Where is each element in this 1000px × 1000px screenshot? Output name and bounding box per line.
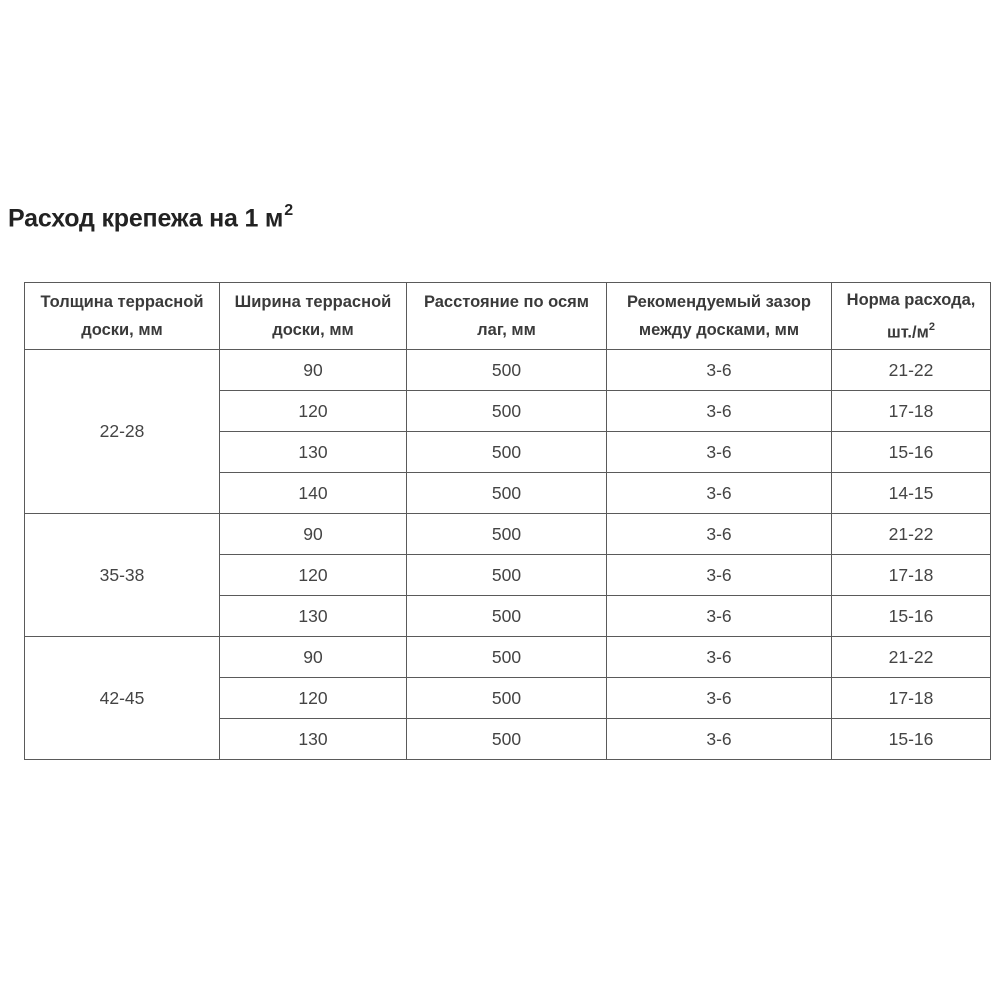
cell-thickness: 22-28 [25,350,220,514]
cell-gap: 3-6 [607,596,832,637]
header-gap-line1: Рекомендуемый зазор [627,293,811,311]
table-header [25,283,991,350]
cell-thickness: 42-45 [25,637,220,760]
cell-joist-spacing: 500 [407,555,607,596]
cell-width: 90 [220,514,407,555]
cell-joist-spacing: 500 [407,473,607,514]
cell-width: 120 [220,555,407,596]
cell-gap: 3-6 [607,514,832,555]
cell-width: 130 [220,432,407,473]
cell-thickness: 35-38 [25,514,220,637]
table-body [25,350,991,760]
page-title-superscript: 2 [284,202,293,219]
header-thickness-line2: доски, мм [81,321,163,339]
cell-joist-spacing: 500 [407,719,607,760]
cell-width: 120 [220,391,407,432]
page-title-text: Расход крепежа на 1 м [8,204,284,233]
header-thickness-line1: Толщина террасной [40,293,204,311]
cell-rate: 15-16 [832,432,991,473]
cell-gap: 3-6 [607,391,832,432]
cell-rate: 17-18 [832,678,991,719]
cell-gap: 3-6 [607,350,832,391]
cell-width: 90 [220,637,407,678]
cell-joist-spacing: 500 [407,678,607,719]
cell-joist-spacing: 500 [407,596,607,637]
cell-width: 120 [220,678,407,719]
header-thickness [25,283,220,350]
cell-joist-spacing: 500 [407,391,607,432]
cell-joist-spacing: 500 [407,637,607,678]
header-joist-spacing-line1: Расстояние по осям [423,293,590,311]
cell-rate: 15-16 [832,596,991,637]
cell-joist-spacing: 500 [407,432,607,473]
cell-width: 140 [220,473,407,514]
table-row [25,637,991,678]
header-gap-line2: между досками, мм [638,321,800,339]
cell-rate: 17-18 [832,555,991,596]
header-rate [832,283,991,350]
header-rate-line2: шт./м [887,323,929,342]
table-header-row [25,283,991,350]
cell-rate: 15-16 [832,719,991,760]
header-joist-spacing [407,283,607,350]
cell-joist-spacing: 500 [407,514,607,555]
cell-joist-spacing: 500 [407,350,607,391]
header-gap [607,283,832,350]
table-row [25,514,991,555]
fastener-consumption-table [24,282,991,760]
cell-rate: 21-22 [832,637,991,678]
table-row [25,350,991,391]
cell-rate: 14-15 [832,473,991,514]
page-title [8,204,293,233]
header-rate-superscript: 2 [928,320,935,333]
cell-gap: 3-6 [607,473,832,514]
cell-gap: 3-6 [607,637,832,678]
cell-width: 130 [220,596,407,637]
cell-width: 90 [220,350,407,391]
cell-gap: 3-6 [607,678,832,719]
cell-width: 130 [220,719,407,760]
cell-gap: 3-6 [607,432,832,473]
cell-gap: 3-6 [607,719,832,760]
cell-rate: 21-22 [832,514,991,555]
header-joist-spacing-line2: лаг, мм [477,321,536,339]
cell-gap: 3-6 [607,555,832,596]
cell-rate: 21-22 [832,350,991,391]
header-width-line1: Ширина террасной [234,293,392,311]
header-width [220,283,407,350]
cell-rate: 17-18 [832,391,991,432]
header-rate-line1: Норма расхода, [846,290,976,309]
header-width-line2: доски, мм [272,321,354,339]
